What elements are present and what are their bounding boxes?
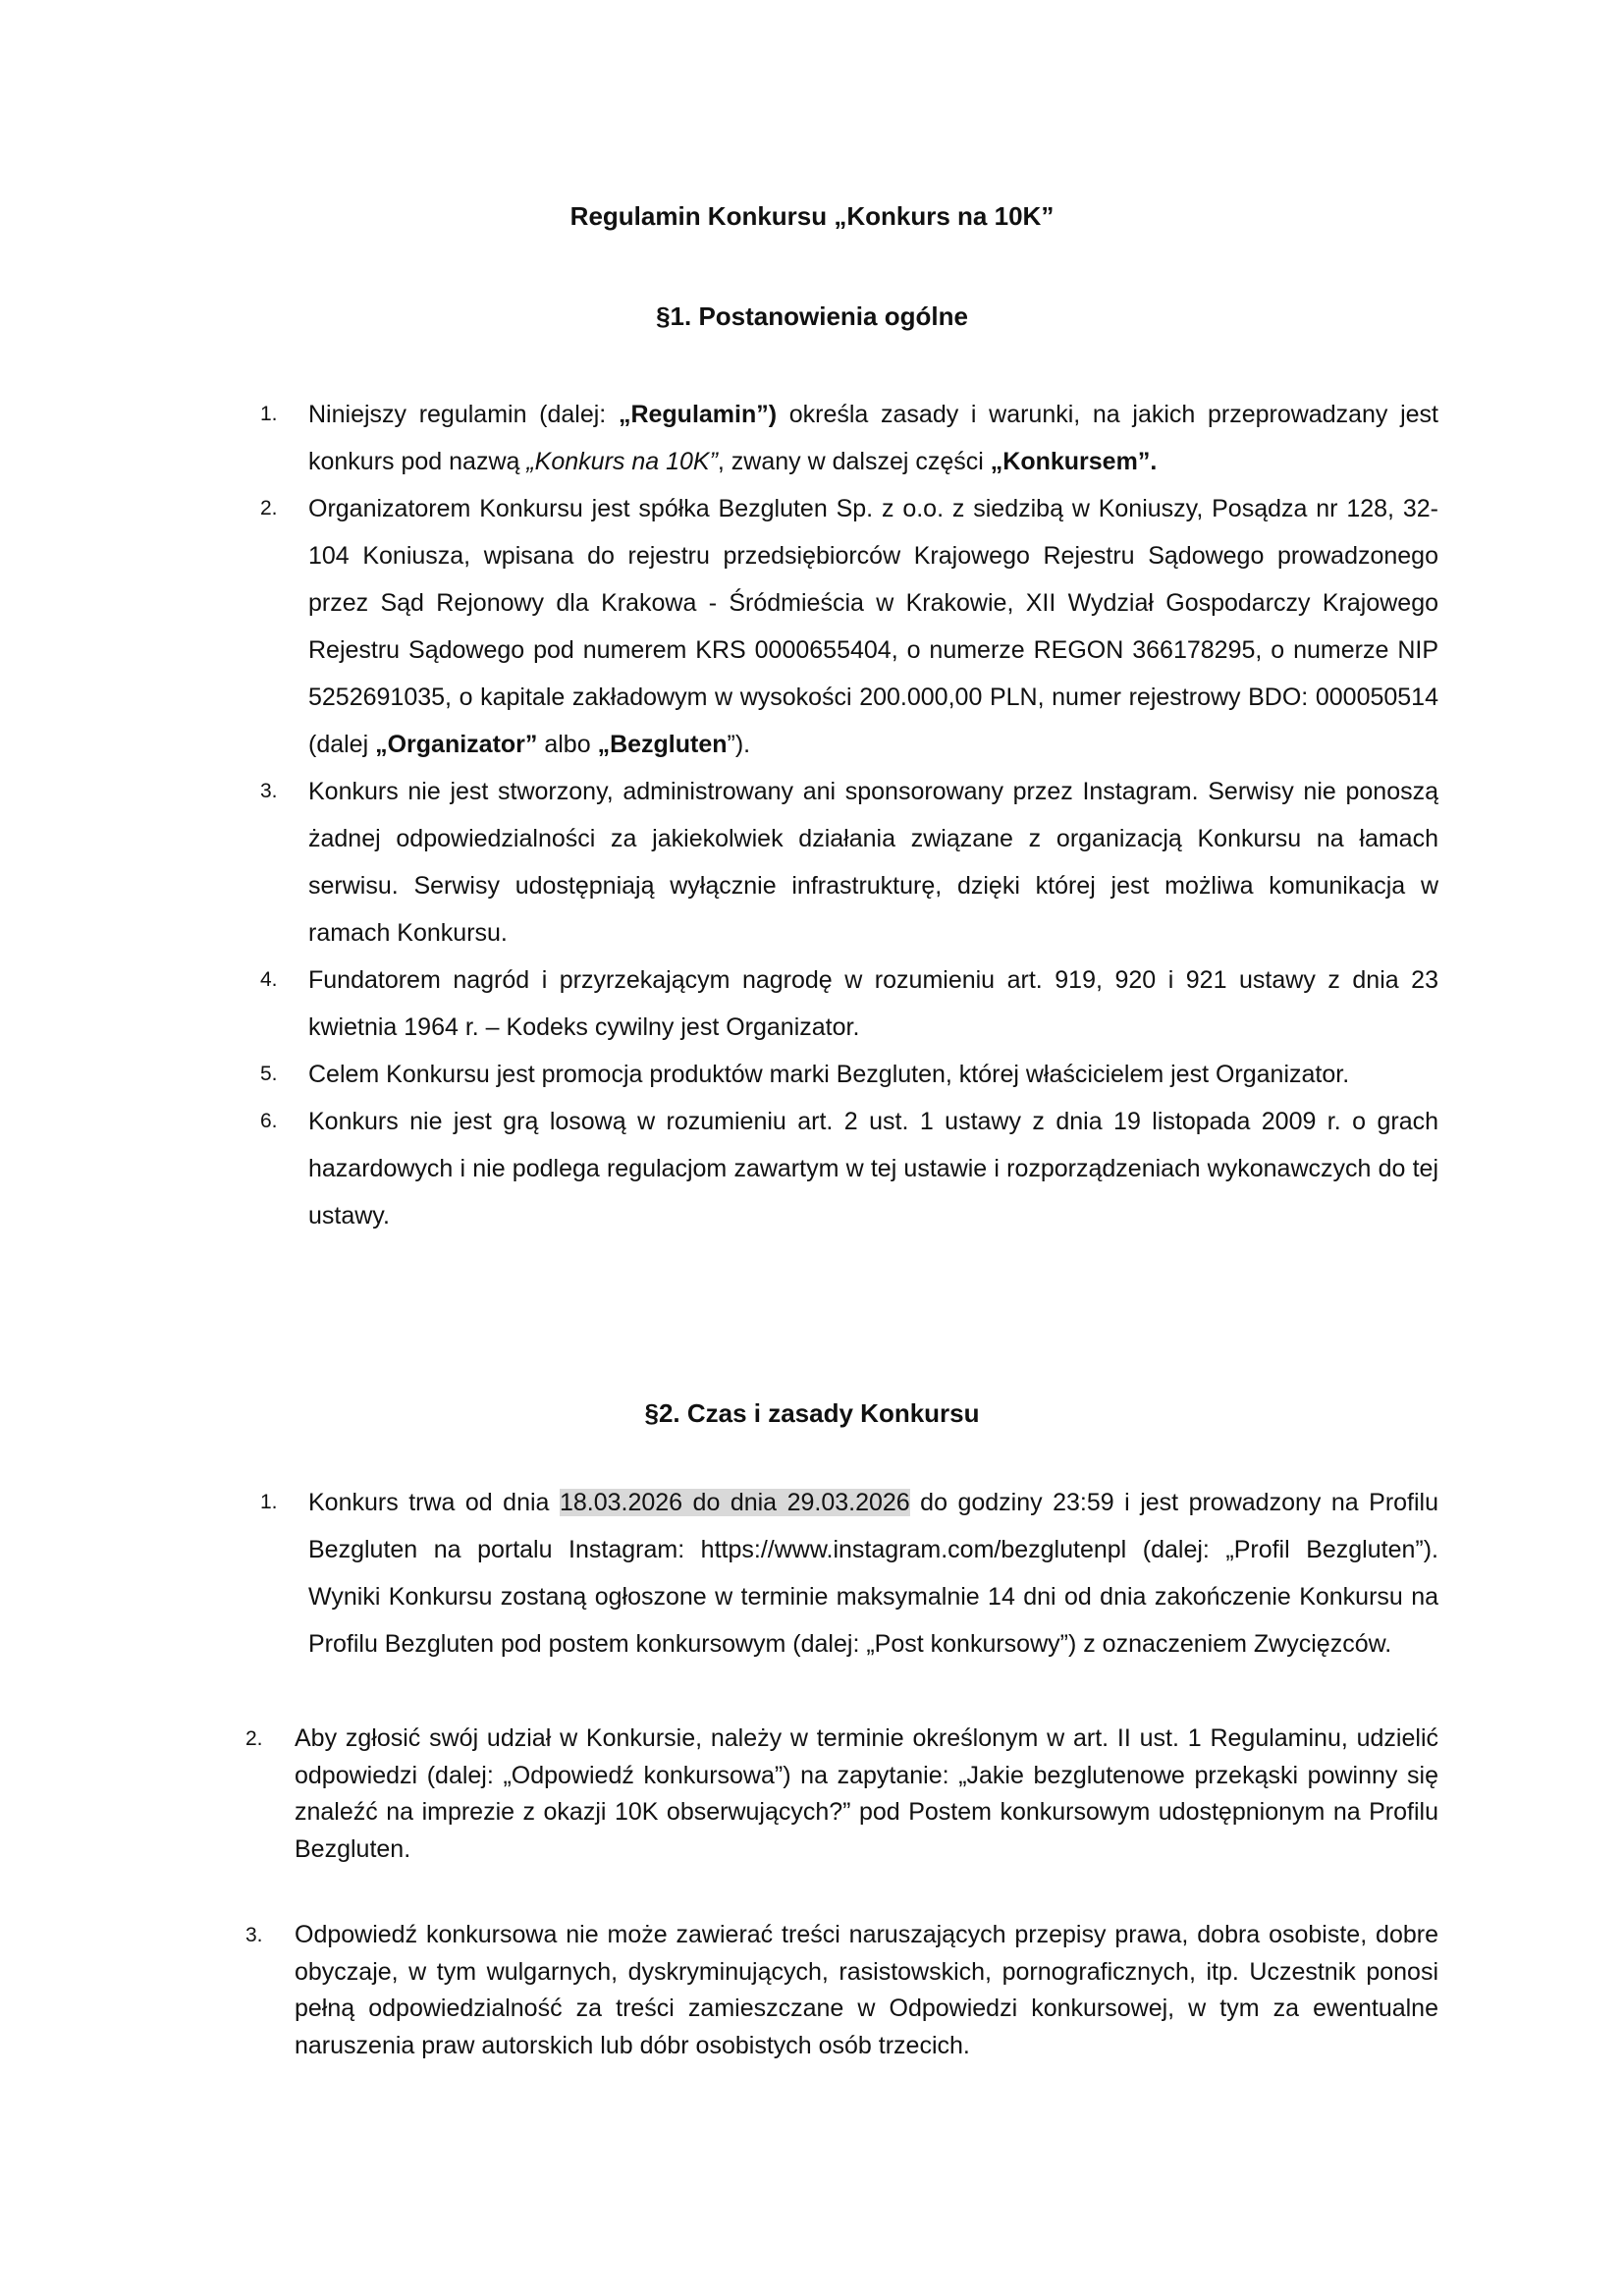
list-item [260,768,1438,957]
section-heading-1: §1. Postanowienia ogólne [656,301,968,331]
document-title: Regulamin Konkursu „Konkurs na 10K” [569,201,1055,231]
list-item [260,485,1438,768]
list-item [260,1479,1439,1667]
list-item [260,1098,1438,1239]
list-item [260,1051,1438,1098]
section-heading-2: §2. Czas i zasady Konkursu [644,1398,980,1428]
item-text: Konkurs nie jest stworzony, administrowany ani sponsorowany przez Instagram. Serwisy nie ponoszą żadnej odpowiedzialności za jakiekolwiek działania związane z organizacją Konkursu na łamach serwisu. Serwisy udostępniają wyłącznie infrastrukturę, dzięki której jest możliwa komunikacja w ramach Konkursu. [308,778,1438,947]
item-text: Fundatorem nagród i przyrzekającym nagrodę w rozumieniu art. 919, 920 i 921 ustawy z dnia 23 kwietnia 1964 r. – Kodeks cywilny jest Organizator. [308,966,1438,1041]
item-text: Niniejszy regulamin (dalej: „Regulamin”) określa zasady i warunki, na jakich przeprowadzany jest konkurs pod nazwą „Konkurs na 10K”, zwany w dalszej części „Konkursem”. [308,401,1439,475]
item-number: 6. [260,1110,278,1132]
section-2-list-part-2 [245,1721,1438,2064]
item-text: Konkurs trwa od dnia 18.03.2026 do dnia 29.03.2026 do godziny 23:59 i jest prowadzony na Profilu Bezgluten na portalu Instagram: https://www.instagram.com/bezglutenpl (dalej: „Profil Bezgluten”). Wyniki Konkursu zostaną ogłoszone w terminie maksymalnie 14 dni od dnia zakończenie Konkursu na Profilu Bezgluten pod postem konkursowym (dalej: „Post konkursowy”) z oznaczeniem Zwycięzców. [308,1489,1439,1658]
item-number: 1. [260,403,278,425]
item-number: 2. [245,1727,263,1750]
list-item [245,1721,1438,1868]
item-text: Odpowiedź konkursowa nie może zawierać treści naruszających przepisy prawa, dobra osobiste, dobre obyczaje, w tym wulgarnych, dyskryminujących, rasistowskich, pornograficznych, itp. Uczestnik ponosi pełną odpowiedzialność za treści zamieszczane w Odpowiedzi konkursowej, w tym za ewentualne naruszenia praw autorskich lub dóbr osobistych osób trzecich. [295,1921,1438,2059]
defined-term: „Organizator” [375,731,538,758]
list-item [245,1917,1438,2064]
defined-term: „Bezgluten [597,731,728,758]
item-number: 1. [260,1491,278,1513]
item-text: Konkurs nie jest grą losową w rozumieniu art. 2 ust. 1 ustawy z dnia 19 listopada 2009 r. o grach hazardowych i nie podlega regulacjom zawartym w tej ustawie i rozporządzeniach wykonawczych do tej ustawy. [308,1108,1438,1230]
item-number: 5. [260,1063,278,1085]
contest-name: „Konkurs na 10K” [526,448,718,475]
defined-term: „Konkursem”. [990,448,1158,475]
defined-term: „Regulamin”) [618,401,778,428]
item-number: 2. [260,497,278,519]
section-2-list-part-1 [260,1479,1439,1667]
item-text: Organizatorem Konkursu jest spółka Bezgluten Sp. z o.o. z siedzibą w Koniuszy, Posądza nr 128, 32-104 Koniusza, wpisana do rejestru przedsiębiorców Krajowego Rejestru Sądowego prowadzonego przez Sąd Rejonowy dla Krakowa - Śródmieścia w Krakowie, XII Wydział Gospodarczy Krajowego Rejestru Sądowego pod numerem KRS 0000655404, o numerze REGON 366178295, o numerze NIP 5252691035, o kapitale zakładowym w wysokości 200.000,00 PLN, numer rejestrowy BDO: 000050514 (dalej „Organizator” albo „Bezgluten”). [308,495,1438,758]
list-item [260,391,1439,485]
item-text: Celem Konkursu jest promocja produktów marki Bezgluten, której właścicielem jest Organizator. [308,1061,1350,1088]
section-1-list [260,391,1439,1239]
highlighted-dates: 18.03.2026 do dnia 29.03.2026 [559,1489,910,1516]
item-number: 4. [260,968,278,991]
item-number: 3. [245,1924,263,1946]
list-item [260,957,1438,1051]
item-text: Aby zgłosić swój udział w Konkursie, należy w terminie określonym w art. II ust. 1 Regulaminu, udzielić odpowiedzi (dalej: „Odpowiedź konkursowa”) na zapytanie: „Jakie bezglutenowe przekąski powinny się znaleźć na imprezie z okazji 10K obserwujących?” pod Postem konkursowym udostępnionym na Profilu Bezgluten. [295,1724,1438,1863]
item-number: 3. [260,780,278,802]
